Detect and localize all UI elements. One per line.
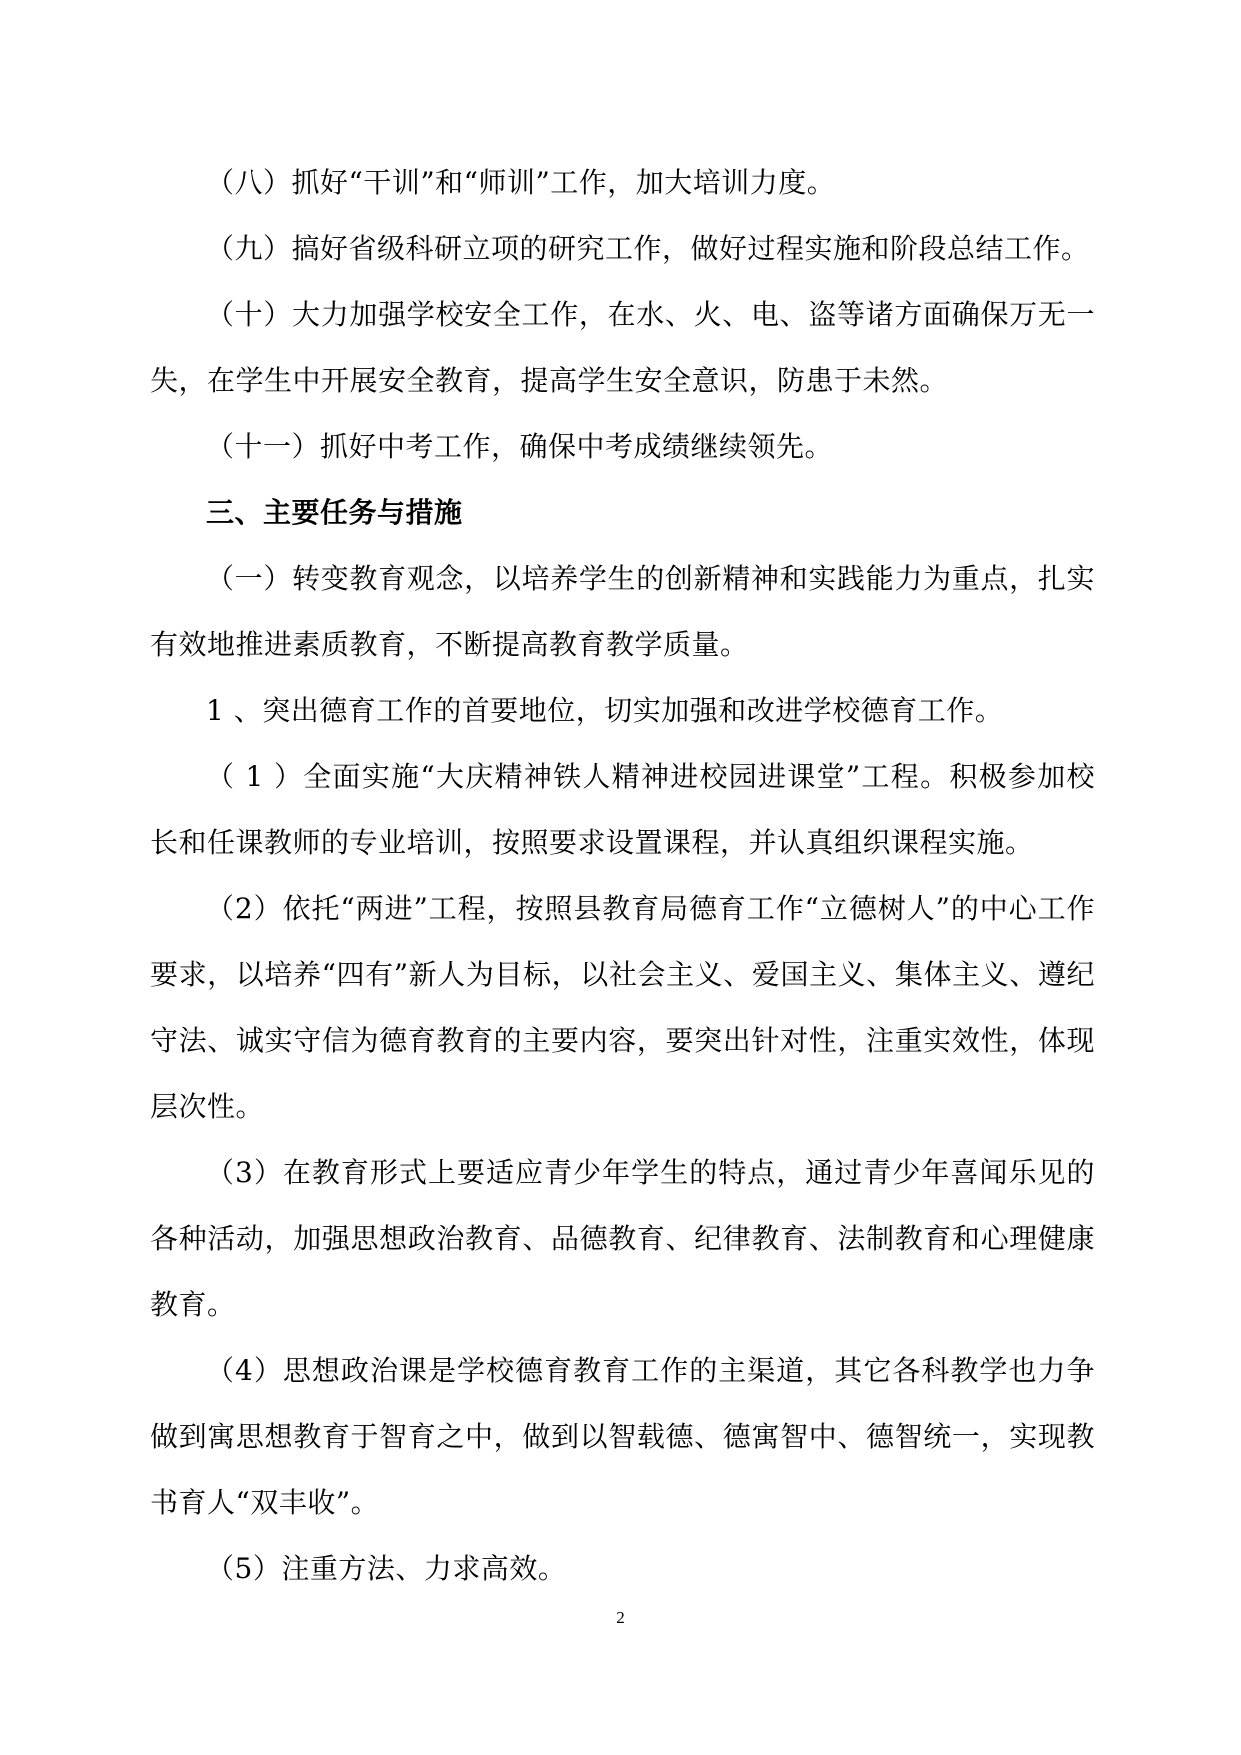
paragraph: （八）抓好“干训”和“师训”工作，加大培训力度。 [206, 166, 836, 199]
paragraph: （5）注重方法、力求高效。 [206, 1552, 567, 1585]
section-heading: 三、主要任务与措施 [206, 496, 463, 529]
paragraph: （十）大力加强学校安全工作，在水、火、电、盗等诸方面确保万无一失，在学生中开展安全教育，提高学生安全意识，防患于未然。 [150, 298, 1095, 397]
paragraph: 1 、突出德育工作的首要地位，切实加强和改进学校德育工作。 [206, 694, 1004, 727]
paragraph: （ 1 ）全面实施“大庆精神铁人精神进校园进课堂”工程。积极参加校长和任课教师的专业培训，按照要求设置课程，并认真组织课程实施。 [150, 760, 1095, 859]
paragraph: （3）在教育形式上要适应青少年学生的特点，通过青少年喜闻乐见的各种活动，加强思想政治教育、品德教育、纪律教育、法制教育和心理健康教育。 [150, 1156, 1095, 1321]
paragraph: （九）搞好省级科研立项的研究工作，做好过程实施和阶段总结工作。 [206, 232, 1090, 265]
paragraph: （4）思想政治课是学校德育教育工作的主渠道，其它各科教学也力争做到寓思想教育于智育之中，做到以智载德、德寓智中、德智统一，实现教书育人“双丰收”。 [150, 1354, 1095, 1519]
paragraph: （十一）抓好中考工作，确保中考成绩继续领先。 [206, 430, 834, 463]
paragraph: （一）转变教育观念，以培养学生的创新精神和实践能力为重点，扎实有效地推进素质教育，不断提高教育教学质量。 [150, 562, 1095, 661]
page-number: 2 [616, 1608, 625, 1627]
document-body [150, 150, 1095, 1602]
paragraph: （2）依托“两进”工程，按照县教育局德育工作“立德树人”的中心工作要求，以培养“四有”新人为目标，以社会主义、爱国主义、集体主义、遵纪守法、诚实守信为德育教育的主要内容，要突出针对性，注重实效性，体现层次性。 [150, 892, 1095, 1123]
